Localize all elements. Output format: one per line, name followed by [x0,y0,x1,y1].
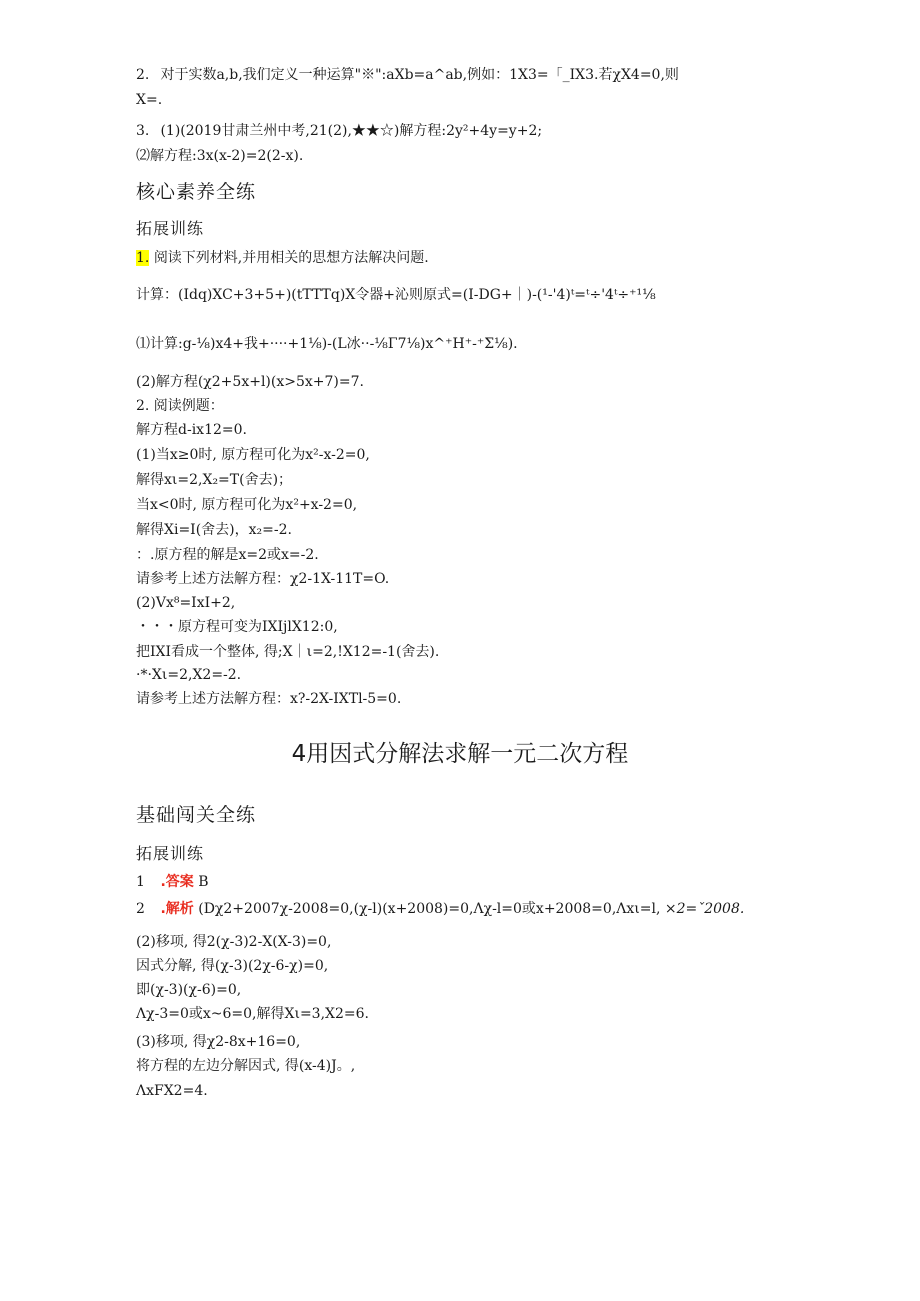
subheading-extension-1: 拓展训练 [136,219,205,238]
section-heading-basic: 基础闯关全练 [136,804,257,826]
question-2-number: 2. [136,67,150,83]
solution-line-7: ΛxFX2=4. [136,1083,208,1099]
solution-line-6: 将方程的左边分解因式, 得(x-4)J。, [136,1058,356,1074]
question-3-part-2: ⑵解方程:3x(x-2)=2(2-x). [136,148,304,164]
question-2-continuation: X=. [136,92,163,108]
answer-1 [136,873,209,891]
answer-1-label: .答案 [160,874,194,890]
ext-item-1 [136,249,429,267]
example-equation: 解方程d-ix12=0. [136,422,247,438]
answer-2-text: (Dχ2+2007χ-2008=0,(χ-l)(x+2008)=0,Λχ-l=0或x+2008=0,Λxι=l, [198,901,661,917]
question-3-text: (1)(2019甘肃兰州中考,21(2),★★☆)解方程:2y²+4y=y+2; [160,123,543,139]
example-task-1: 请参考上述方法解方程：χ2-1X-11T=O. [136,571,390,587]
answer-2-number: 2 [136,901,145,917]
ext-item-1-text: 阅读下列材料,并用相关的思想方法解决问题. [153,250,429,266]
calc-part-1: ⑴计算:g-⅛)x4+我+····+1⅛)-(L冰··-⅛Γ7⅛)x^⁺H⁺-⁺Σ⅛). [136,336,518,352]
calc-part-2: (2)解方程(χ2+5x+l)(x>5x+7)=7. [136,374,364,390]
example-step-7: ・・・原方程可变为IXIjlX12:0, [136,619,338,635]
answer-1-number: 1 [136,874,145,890]
example-task-2: 请参考上述方法解方程：x?-2X-IXTl-5=0. [136,691,402,707]
example-step-5: ：.原方程的解是x=2或x=-2. [136,547,319,563]
question-2-line [136,66,679,84]
calc-material: 计算：(Idq)XC+3+5+)(tTTTq)X令器+沁则原式=(I-DG+｜)-(¹-'4)ᵗ=ᵗ÷'4ᵗ÷⁺¹⅛ [136,287,656,303]
solution-line-1: (2)移项, 得2(χ-3)2-X(X-3)=0, [136,934,332,950]
answer-2-label: .解析 [160,901,194,917]
solution-line-2: 因式分解, 得(χ-3)(2χ-6-χ)=0, [136,958,329,974]
solution-line-4: Λχ-3=0或x~6=0,解得Xι=3,X2=6. [136,1006,369,1022]
example-step-8: 把IXI看成一个整体, 得;X｜ι=2,!X12=-1(舍去). [136,644,440,660]
solution-line-5: (3)移项, 得χ2-8x+16=0, [136,1034,301,1050]
example-step-2: 解得xι=2,X₂=T(舍去)； [136,472,293,488]
answer-2 [136,900,744,918]
question-3-line [136,122,542,140]
answer-2-tail: ×2=ˇ2008. [664,901,745,917]
example-step-3: 当x<0时, 原方程可化为x²+x-2=0, [136,497,358,513]
ext-item-2: 2. 阅读例题： [136,398,224,414]
solution-line-3: 即(χ-3)(χ-6)=0, [136,982,242,998]
answer-1-value: B [198,874,209,890]
question-2-text: 对于实数a,b,我们定义一种运算"※":aXb=a^ab,例如：1X3=「_IX3.若χX4=0,则 [160,67,679,83]
subheading-extension-2: 拓展训练 [136,844,205,863]
chapter-title: 4用因式分解法求解一元二次方程 [291,741,629,767]
ext-item-1-number: 1. [136,250,150,266]
question-3-number: 3. [136,123,150,139]
section-heading-core: 核心素养全练 [136,181,257,203]
example-step-6: (2)Vx⁸=IxI+2, [136,595,236,611]
example-step-1: (1)当x≥0时, 原方程可化为x²-x-2=0, [136,447,370,463]
example-step-9: ·*·Xι=2,X2=-2. [136,667,242,683]
example-step-4: 解得Xi=I(舍去)，x₂=-2. [136,522,292,538]
